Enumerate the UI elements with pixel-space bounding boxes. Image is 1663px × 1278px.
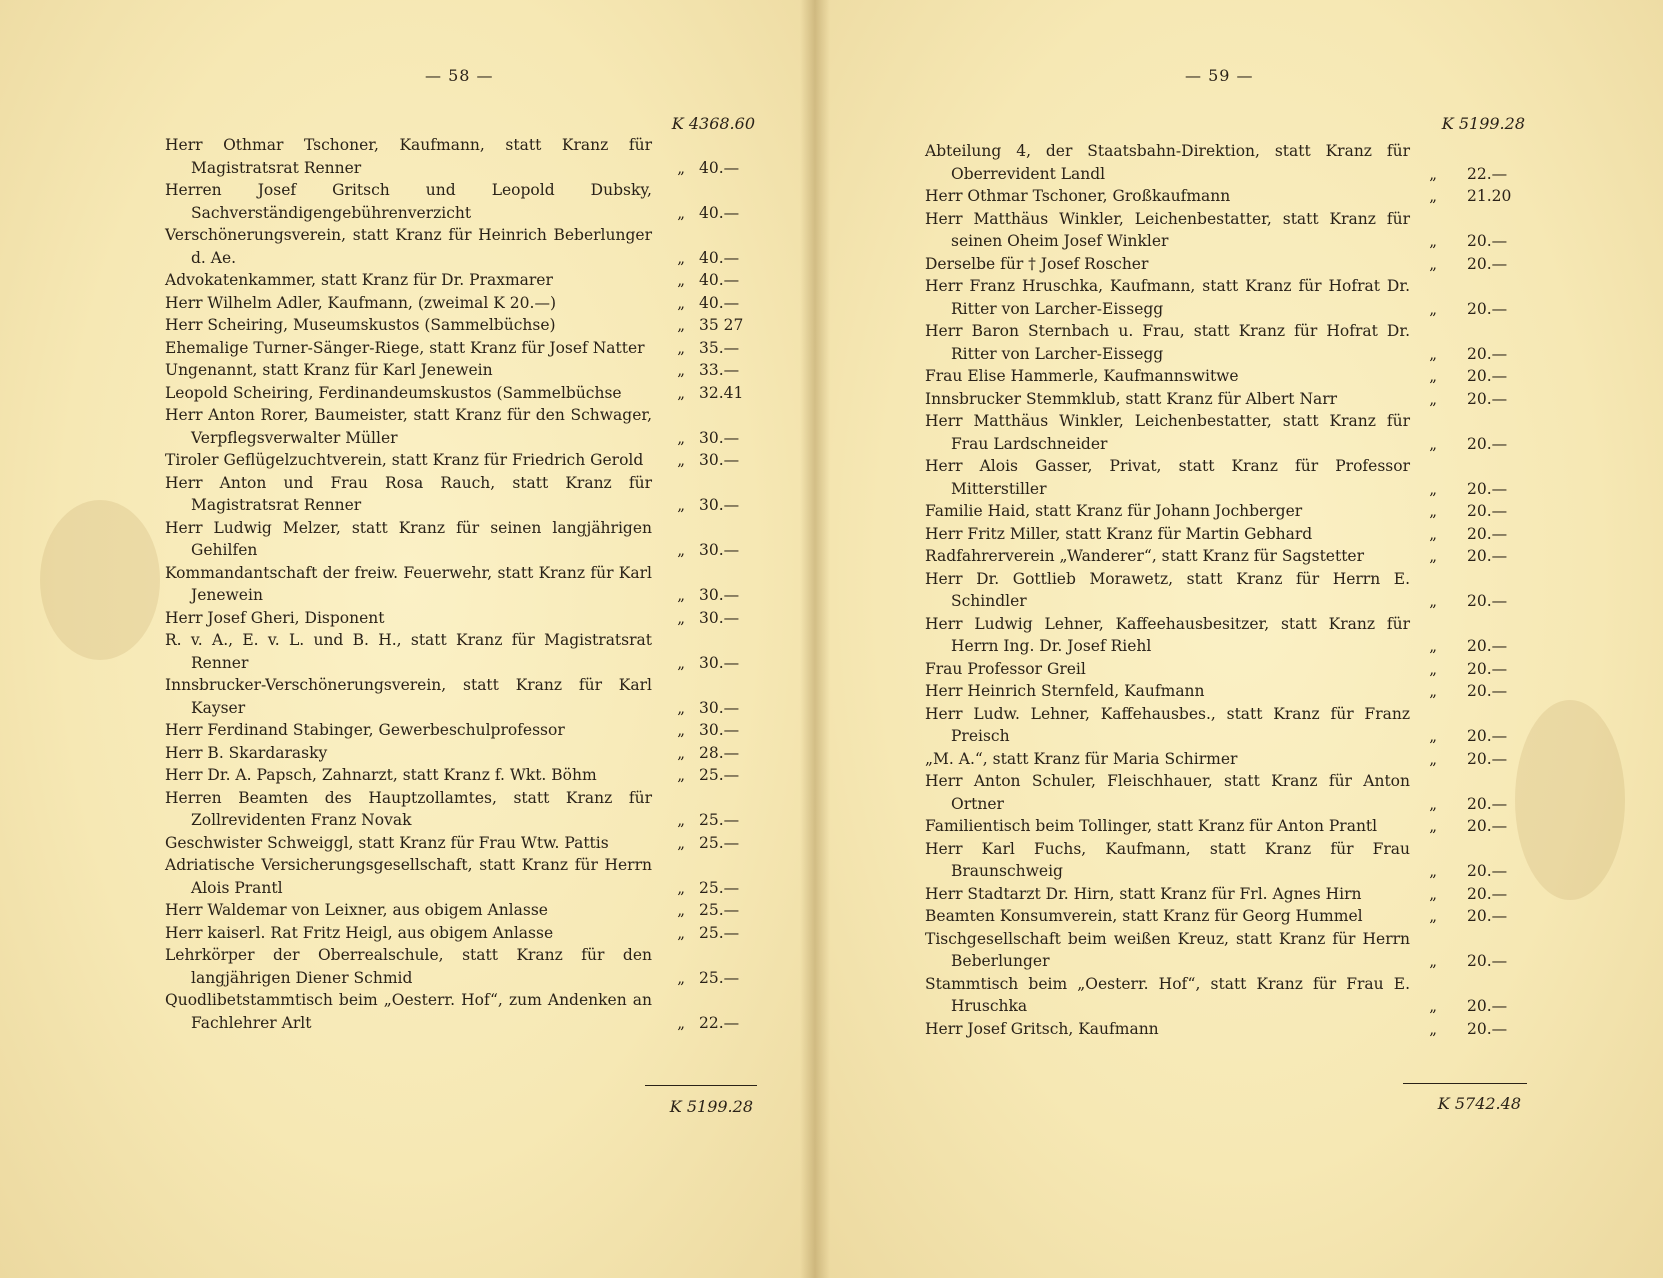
donation-entry: [925, 658, 1525, 681]
donation-entry: [165, 449, 757, 472]
donation-amount: 20.—: [1467, 524, 1508, 543]
donation-entry: [165, 517, 757, 562]
ditto-mark: „: [1429, 1019, 1437, 1038]
donor-text: Ehemalige Turner-Sänger-Riege, statt Kranz für Josef Natter: [165, 338, 645, 357]
donation-entry: [165, 742, 757, 765]
ditto-mark: „: [677, 698, 685, 717]
ditto-mark: „: [1429, 637, 1437, 655]
donor-text: Stammtisch beim „Oesterr. Hof“, statt Kranz für Frau E. Hruschka: [925, 974, 1410, 1015]
donation-amount: 20.—: [1467, 862, 1508, 880]
ditto-mark: „: [677, 1013, 685, 1032]
donor-text: Herr Josef Gritsch, Kaufmann: [925, 1019, 1159, 1038]
donation-amount: 20.—: [1467, 817, 1508, 835]
ditto-mark: „: [677, 878, 685, 897]
donation-amount: 40.—: [699, 203, 740, 222]
donation-entry: [925, 680, 1525, 703]
donation-entry: [165, 337, 757, 360]
donation-entry: [925, 388, 1525, 411]
donation-entry: [925, 703, 1525, 748]
donation-entry: [925, 748, 1525, 771]
right-page: [815, 0, 1663, 1278]
ditto-mark: „: [1429, 682, 1437, 700]
donor-text: Herren Josef Gritsch und Leopold Dubsky, Sachverständigengebührenverzicht: [165, 181, 652, 222]
donation-amount: 25.—: [699, 878, 740, 897]
donor-text: Innsbrucker-Verschönerungsverein, statt Kranz für Karl Kayser: [165, 676, 652, 717]
donation-amount: 30.—: [699, 698, 740, 717]
donor-text: Familientisch beim Tollinger, statt Kranz für Anton Prantl: [925, 817, 1378, 835]
donor-text: Herr Josef Gheri, Disponent: [165, 608, 385, 627]
donation-entry: [165, 269, 757, 292]
donor-text: „M. A.“, statt Kranz für Maria Schirmer: [925, 749, 1238, 768]
donation-amount: 20.—: [1467, 727, 1508, 745]
ditto-mark: „: [1429, 434, 1437, 453]
donation-amount: 20.—: [1467, 794, 1508, 813]
donor-text: Frau Professor Greil: [925, 659, 1086, 678]
donor-text: Radfahrerverein „Wanderer“, statt Kranz für Sagstetter: [925, 547, 1365, 565]
donation-amount: 20.—: [1467, 682, 1508, 700]
book-gutter: [800, 0, 830, 1278]
ditto-mark: „: [677, 428, 685, 447]
donation-entry: [925, 905, 1525, 928]
ditto-mark: „: [677, 293, 685, 312]
ditto-mark: „: [1429, 659, 1437, 678]
donation-amount: 30.—: [699, 608, 740, 627]
ditto-mark: „: [677, 721, 685, 739]
donor-text: Tiroler Geflügelzuchtverein, statt Kranz für Friedrich Gerold: [165, 451, 644, 469]
donation-entry: [165, 764, 757, 787]
ditto-mark: „: [1429, 254, 1437, 273]
donor-text: Herr Scheiring, Museumskustos (Sammelbüchse): [165, 316, 556, 334]
donation-entry: [165, 134, 757, 179]
donation-amount: 20.—: [1467, 254, 1508, 273]
donation-amount: 20.—: [1467, 592, 1508, 610]
donation-amount: 20.—: [1467, 367, 1508, 385]
ditto-mark: „: [1429, 884, 1437, 903]
donation-amount: 28.—: [699, 743, 740, 762]
ditto-mark: „: [1429, 232, 1437, 250]
donor-text: Herr Alois Gasser, Privat, statt Kranz für Professor Mitterstiller: [925, 457, 1410, 498]
donation-entry: [925, 500, 1525, 523]
page-number: — 59 —: [1185, 66, 1254, 85]
ditto-mark: „: [1429, 817, 1437, 835]
ditto-mark: „: [677, 338, 685, 357]
donation-amount: 25.—: [699, 766, 740, 784]
donation-amount: 22.—: [1467, 164, 1508, 183]
donor-text: Herr Anton und Frau Rosa Rauch, statt Kranz für Magistratsrat Renner: [165, 473, 652, 514]
ditto-mark: „: [677, 653, 685, 672]
donation-entry: [165, 359, 757, 382]
donation-entry: [165, 719, 757, 742]
ditto-mark: „: [1429, 862, 1437, 880]
donation-amount: 20.—: [1467, 479, 1508, 498]
donation-entry: [165, 899, 757, 922]
donation-entry: [925, 523, 1525, 546]
donation-entry: [925, 815, 1525, 838]
donor-text: Herr Wilhelm Adler, Kaufmann, (zweimal K 20.—): [165, 293, 556, 312]
donation-entry: [925, 253, 1525, 276]
donation-amount: 20.—: [1467, 547, 1508, 565]
donation-amount: 20.—: [1467, 749, 1508, 768]
donation-amount: 25.—: [699, 833, 740, 852]
donation-amount: 30.—: [699, 428, 740, 447]
ditto-mark: „: [1429, 502, 1437, 520]
donation-entry: [165, 292, 757, 315]
donor-text: Herr Franz Hruschka, Kaufmann, statt Kranz für Hofrat Dr. Ritter von Larcher-Eissegg: [925, 277, 1410, 318]
donation-entry: [925, 838, 1525, 883]
ditto-mark: „: [677, 968, 685, 987]
donation-amount: 20.—: [1467, 434, 1508, 453]
donation-entry: [925, 365, 1525, 388]
donation-list: [165, 134, 757, 1034]
donor-text: Herr Matthäus Winkler, Leichenbestatter, statt Kranz für Frau Lardschneider: [925, 412, 1410, 453]
page-total: K 5742.48: [1437, 1094, 1521, 1113]
donation-amount: 20.—: [1467, 389, 1508, 408]
paper-stain: [40, 500, 160, 660]
ditto-mark: „: [677, 608, 685, 627]
donor-text: Herr Matthäus Winkler, Leichenbestatter, statt Kranz für seinen Oheim Josef Winkler: [925, 209, 1410, 250]
donation-amount: 25.—: [699, 923, 740, 942]
donation-amount: 40.—: [699, 271, 740, 289]
donor-text: Familie Haid, statt Kranz für Johann Jochberger: [925, 502, 1303, 520]
donation-entry: [925, 973, 1525, 1018]
donation-amount: 20.—: [1467, 344, 1508, 363]
donation-amount: 30.—: [699, 541, 740, 559]
donation-amount: 35 27: [699, 316, 744, 334]
donor-text: R. v. A., E. v. L. und B. H., statt Kranz für Magistratsrat Renner: [165, 631, 652, 672]
donation-entry: [925, 613, 1525, 658]
ditto-mark: „: [677, 271, 685, 289]
ditto-mark: „: [677, 541, 685, 559]
donor-text: Herr Ludwig Lehner, Kaffeehausbesitzer, statt Kranz für Herrn Ing. Dr. Josef Riehl: [925, 614, 1410, 655]
donor-text: Ungenannt, statt Kranz für Karl Jenewein: [165, 361, 493, 379]
donation-entry: [925, 883, 1525, 906]
donation-amount: 21.20: [1467, 187, 1512, 205]
donation-entry: [165, 607, 757, 630]
ditto-mark: „: [1429, 524, 1437, 543]
donation-entry: [925, 770, 1525, 815]
donor-text: Herr Anton Rorer, Baumeister, statt Kranz für den Schwager, Verpflegsverwalter Müller: [165, 406, 652, 447]
donor-text: Herr Ludwig Melzer, statt Kranz für seinen langjährigen Gehilfen: [165, 518, 652, 559]
donor-text: Lehrkörper der Oberrealschule, statt Kranz für den langjährigen Diener Schmid: [165, 946, 652, 987]
donation-amount: 20.—: [1467, 232, 1508, 250]
donation-entry: [165, 832, 757, 855]
donor-text: Kommandantschaft der freiw. Feuerwehr, statt Kranz für Karl Jenewein: [165, 563, 652, 604]
donor-text: Herr Dr. Gottlieb Morawetz, statt Kranz für Herrn E. Schindler: [925, 569, 1410, 610]
donation-amount: 20.—: [1467, 659, 1508, 678]
ditto-mark: „: [1429, 344, 1437, 363]
donation-amount: 20.—: [1467, 502, 1508, 520]
donor-text: Herr Ferdinand Stabinger, Gewerbeschulprofessor: [165, 721, 565, 739]
donor-text: Derselbe für † Josef Roscher: [925, 254, 1149, 273]
donation-entry: [165, 989, 757, 1034]
donation-amount: 20.—: [1467, 952, 1508, 970]
donor-text: Herr Baron Sternbach u. Frau, statt Kranz für Hofrat Dr. Ritter von Larcher-Eissegg: [925, 322, 1410, 363]
sum-rule: [645, 1085, 757, 1086]
donor-text: Herr Heinrich Sternfeld, Kaufmann: [925, 682, 1205, 700]
donation-amount: 30.—: [699, 451, 740, 469]
donation-amount: 25.—: [699, 968, 740, 987]
donation-entry: [925, 185, 1525, 208]
donor-text: Beamten Konsumverein, statt Kranz für Georg Hummel: [925, 907, 1363, 925]
donation-amount: 40.—: [699, 293, 740, 312]
donor-text: Innsbrucker Stemmklub, statt Kranz für Albert Narr: [925, 389, 1338, 408]
ditto-mark: „: [1429, 997, 1437, 1015]
donor-text: Herr Stadtarzt Dr. Hirn, statt Kranz für Frl. Agnes Hirn: [925, 884, 1362, 903]
donation-entry: [165, 922, 757, 945]
donation-entry: [925, 208, 1525, 253]
donation-entry: [925, 140, 1525, 185]
donation-amount: 20.—: [1467, 299, 1508, 318]
ditto-mark: „: [677, 766, 685, 784]
donor-text: Advokatenkammer, statt Kranz für Dr. Praxmarer: [165, 271, 553, 289]
ditto-mark: „: [1429, 389, 1437, 408]
donation-entry: [165, 854, 757, 899]
donation-list: [925, 140, 1525, 1040]
donation-amount: 32.41: [699, 383, 744, 402]
donation-amount: 20.—: [1467, 1019, 1508, 1038]
carry-over-amount: K 5199.28: [1441, 114, 1525, 133]
donation-amount: 35.—: [699, 338, 740, 357]
ditto-mark: „: [677, 361, 685, 379]
ditto-mark: „: [677, 923, 685, 942]
donor-text: Herr Karl Fuchs, Kaufmann, statt Kranz für Frau Braunschweig: [925, 839, 1410, 880]
donor-text: Herren Beamten des Hauptzollamtes, statt Kranz für Zollrevidenten Franz Novak: [165, 788, 652, 829]
ditto-mark: „: [677, 451, 685, 469]
donor-text: Herr Anton Schuler, Fleischhauer, statt Kranz für Anton Ortner: [925, 772, 1410, 813]
donation-entry: [165, 787, 757, 832]
ditto-mark: „: [677, 496, 685, 514]
ditto-mark: „: [677, 248, 685, 267]
donor-text: Adriatische Versicherungsgesellschaft, statt Kranz für Herrn Alois Prantl: [165, 856, 652, 897]
donation-amount: 30.—: [699, 586, 740, 604]
ditto-mark: „: [677, 833, 685, 852]
ditto-mark: „: [1429, 164, 1437, 183]
donation-entry: [925, 275, 1525, 320]
donor-text: Herr kaiserl. Rat Fritz Heigl, aus obigem Anlasse: [165, 923, 554, 942]
donation-entry: [165, 562, 757, 607]
donor-text: Herr Othmar Tschoner, Kaufmann, statt Kranz für Magistratsrat Renner: [165, 136, 652, 177]
donor-text: Geschwister Schweiggl, statt Kranz für Frau Wtw. Pattis: [165, 833, 609, 852]
donor-text: Quodlibetstammtisch beim „Oesterr. Hof“, zum Andenken an Fachlehrer Arlt: [165, 991, 652, 1032]
ditto-mark: „: [1429, 187, 1437, 205]
donation-amount: 20.—: [1467, 997, 1508, 1015]
donor-text: Herr Othmar Tschoner, Großkaufmann: [925, 187, 1231, 205]
donation-amount: 25.—: [699, 901, 740, 919]
ditto-mark: „: [1429, 547, 1437, 565]
ditto-mark: „: [1429, 592, 1437, 610]
donation-entry: [165, 944, 757, 989]
ditto-mark: „: [1429, 794, 1437, 813]
ditto-mark: „: [1429, 479, 1437, 498]
donation-amount: 20.—: [1467, 907, 1508, 925]
donor-text: Herr Waldemar von Leixner, aus obigem Anlasse: [165, 901, 548, 919]
donor-text: Herr Dr. A. Papsch, Zahnarzt, statt Kranz f. Wkt. Böhm: [165, 766, 597, 784]
donation-amount: 40.—: [699, 248, 740, 267]
donation-entry: [165, 674, 757, 719]
donation-amount: 40.—: [699, 158, 740, 177]
ditto-mark: „: [677, 811, 685, 829]
donor-text: Abteilung 4, der Staatsbahn-Direktion, statt Kranz für Oberrevident Landl: [925, 142, 1410, 183]
donation-entry: [925, 928, 1525, 973]
donation-entry: [165, 472, 757, 517]
donation-entry: [925, 455, 1525, 500]
donation-amount: 30.—: [699, 721, 740, 739]
ditto-mark: „: [1429, 749, 1437, 768]
left-page: [0, 0, 815, 1278]
donor-text: Herr Ludw. Lehner, Kaffehausbes., statt Kranz für Franz Preisch: [925, 704, 1410, 745]
sum-rule: [1403, 1083, 1527, 1084]
ditto-mark: „: [1429, 727, 1437, 745]
ditto-mark: „: [677, 203, 685, 222]
donation-amount: 20.—: [1467, 637, 1508, 655]
donation-entry: [925, 410, 1525, 455]
donation-amount: 22.—: [699, 1013, 740, 1032]
donor-text: Verschönerungsverein, statt Kranz für Heinrich Beberlunger d. Ae.: [165, 226, 652, 267]
donation-entry: [165, 629, 757, 674]
donor-text: Frau Elise Hammerle, Kaufmannswitwe: [925, 367, 1239, 385]
ditto-mark: „: [677, 901, 685, 919]
donation-entry: [165, 314, 757, 337]
carry-over-amount: K 4368.60: [671, 114, 755, 133]
donation-amount: 30.—: [699, 653, 740, 672]
ditto-mark: „: [1429, 299, 1437, 318]
donation-entry: [165, 224, 757, 269]
donation-entry: [165, 179, 757, 224]
page-number: — 58 —: [425, 66, 494, 85]
donor-text: Leopold Scheiring, Ferdinandeumskustos (Sammelbüchse: [165, 383, 622, 402]
donation-entry: [165, 382, 757, 405]
donor-text: Tischgesellschaft beim weißen Kreuz, statt Kranz für Herrn Beberlunger: [925, 929, 1410, 970]
ditto-mark: „: [677, 316, 685, 334]
donor-text: Herr Fritz Miller, statt Kranz für Martin Gebhard: [925, 524, 1313, 543]
ditto-mark: „: [1429, 367, 1437, 385]
paper-stain: [1515, 700, 1625, 900]
donation-amount: 25.—: [699, 811, 740, 829]
donation-entry: [925, 320, 1525, 365]
donor-text: Herr B. Skardarasky: [165, 743, 328, 762]
donation-amount: 30.—: [699, 496, 740, 514]
page-total: K 5199.28: [669, 1097, 753, 1116]
ditto-mark: „: [1429, 952, 1437, 970]
ditto-mark: „: [1429, 907, 1437, 925]
donation-entry: [925, 1018, 1525, 1041]
ditto-mark: „: [677, 743, 685, 762]
donation-entry: [165, 404, 757, 449]
ditto-mark: „: [677, 586, 685, 604]
donation-amount: 20.—: [1467, 884, 1508, 903]
donation-entry: [925, 545, 1525, 568]
donation-entry: [925, 568, 1525, 613]
ditto-mark: „: [677, 158, 685, 177]
donation-amount: 33.—: [699, 361, 740, 379]
ditto-mark: „: [677, 383, 685, 402]
